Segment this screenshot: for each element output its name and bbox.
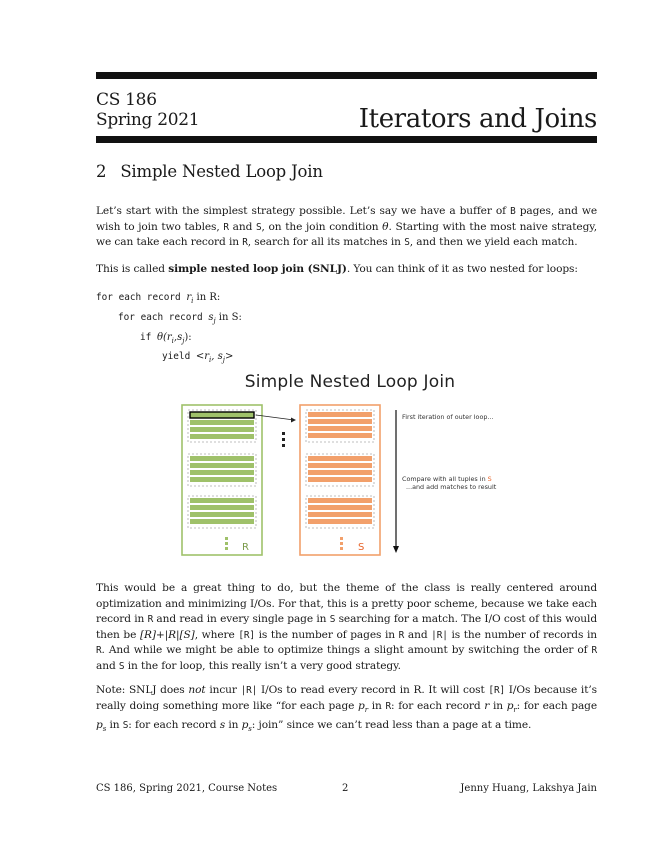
code-line-1: for each record $r_i$ in R: — [96, 292, 221, 305]
section-number: 2 — [96, 162, 107, 181]
r-tuple — [190, 470, 254, 475]
table-s-label: S — [358, 542, 365, 553]
r-tuple — [190, 505, 254, 510]
top-rule — [96, 72, 597, 79]
header-course-info — [96, 90, 199, 130]
code-line-4: yield $<r_i$, $s_j>$ — [162, 351, 234, 365]
s-tuple — [308, 470, 372, 475]
r-tuple — [190, 456, 254, 461]
r-tuple — [190, 512, 254, 517]
join-arrow-head — [291, 418, 296, 423]
s-tuple — [308, 419, 372, 424]
r-tuple — [190, 427, 254, 432]
note-outer-loop: First iteration of outer loop... — [402, 413, 494, 421]
more-pages-dot — [282, 432, 285, 435]
course-number: CS 186 — [96, 90, 157, 110]
snlj-diagram — [170, 370, 500, 560]
s-tuple — [308, 505, 372, 510]
s-tuple — [308, 519, 372, 524]
r-more-dot — [225, 542, 228, 545]
table-s — [300, 405, 380, 555]
note-compare: Compare with all tuples in S — [402, 475, 492, 483]
r-more-dot — [225, 547, 228, 550]
s-tuple — [308, 477, 372, 482]
figure-title: Simple Nested Loop Join — [244, 372, 456, 392]
s-tuple — [308, 498, 372, 503]
s-tuple — [308, 512, 372, 517]
code-line-3: if $\theta(r_i,s_j)$: — [140, 331, 192, 345]
footer-authors: Jenny Huang, Lakshya Jain — [460, 783, 597, 794]
scan-arrow-head — [393, 546, 399, 553]
r-more-dot — [225, 537, 228, 540]
paragraph-note: Note: SNLJ does not incur |R| I/Os to read every record in R. It will cost [R] I/Os because it’s really doing something more like “for each page $p_r$ in R: for each record r in $p_r$: for each page $p_s$ in S: for each record s in $p_s$: join” since we can’t read less than a page at a time. — [96, 684, 598, 734]
r-tuple — [190, 477, 254, 482]
note-add-matches: ...and add matches to result — [406, 483, 497, 491]
section-title: Simple Nested Loop Join — [120, 162, 323, 181]
code-line-2: for each record $s_j$ in S: — [118, 311, 242, 325]
s-more-dot — [340, 542, 343, 545]
r-tuple — [190, 463, 254, 468]
footer-page-number: 2 — [342, 783, 349, 794]
s-tuple — [308, 433, 372, 438]
s-tuple — [308, 463, 372, 468]
paragraph-intro: Let’s start with the simplest strategy possible. Let’s say we have a buffer of B pages, and we wish to join two tables, R and S, on the join condition θ. Starting with the most naive strategy, we can take each record in R, search for all its matches in S, and then we yield each match. — [96, 205, 597, 248]
more-pages-dot — [282, 438, 285, 441]
table-r — [182, 405, 262, 555]
paragraph-snlj-definition: This is called simple nested loop join (SNLJ). You can think of it as two nested for loops: — [96, 263, 578, 275]
r-tuple — [190, 420, 254, 425]
section-heading — [96, 162, 323, 181]
snlj-figure — [170, 370, 500, 560]
paragraph-io-cost: This would be a great thing to do, but the theme of the class is really centered around optimization and minimizing I/Os. For that, this is a pretty poor scheme, because we take each record in R and read in every single page in S searching for a match. The I/O cost of this would then be [R]+|R|[S], where [R] is the number of pages in R and |R| is the number of records in R. And while we might be able to optimize things a slight amount by switching the order of R and S in the for loop, this really isn’t a very good strategy. — [96, 582, 598, 672]
s-more-dot — [340, 547, 343, 550]
pseudocode-block — [96, 290, 242, 369]
table-r-label: R — [242, 542, 249, 553]
s-tuple — [308, 456, 372, 461]
s-tuple — [308, 412, 372, 417]
header-rule — [96, 136, 597, 143]
footer-left: CS 186, Spring 2021, Course Notes — [96, 783, 278, 794]
s-more-dot — [340, 537, 343, 540]
course-term: Spring 2021 — [96, 110, 200, 130]
r-tuple — [190, 519, 254, 524]
r-tuple — [190, 498, 254, 503]
s-tuple — [308, 426, 372, 431]
more-pages-dot — [282, 444, 285, 447]
document-title: Iterators and Joins — [358, 104, 597, 134]
r-tuple — [190, 434, 254, 439]
r-tuple-highlight — [190, 412, 254, 418]
